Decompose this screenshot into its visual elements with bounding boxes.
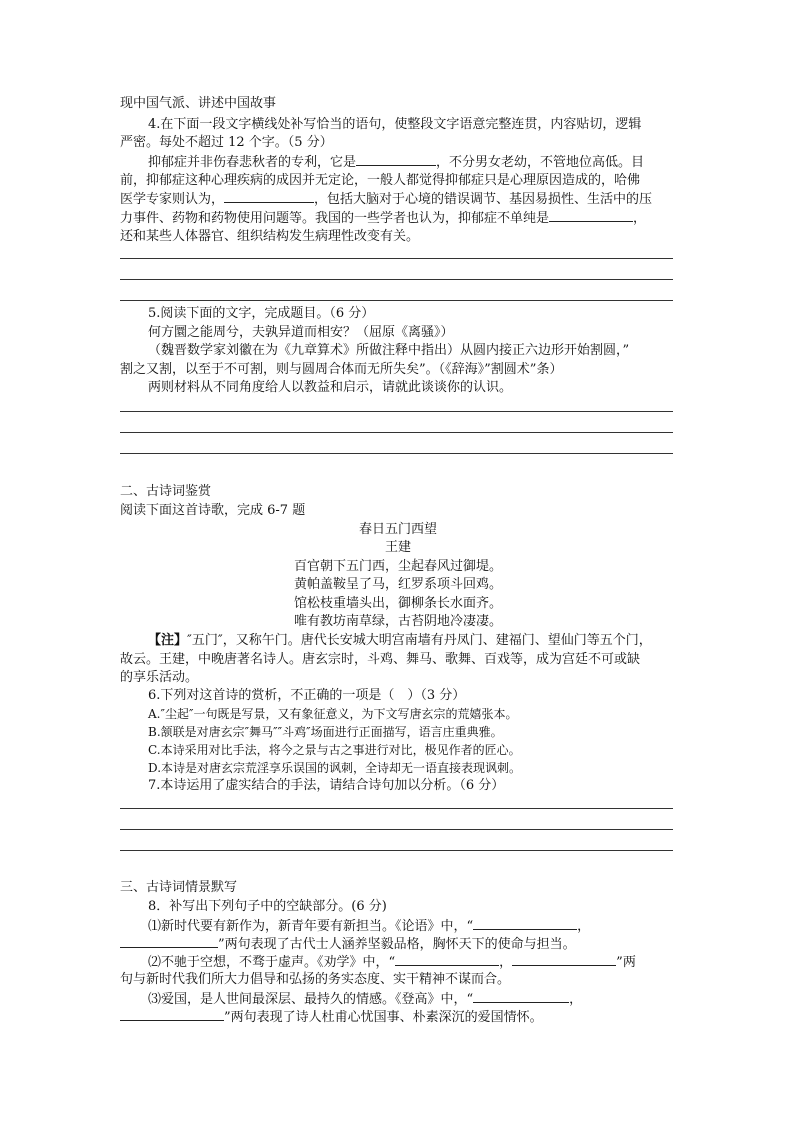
answer-line[interactable] [120, 300, 673, 301]
poem-title: 春日五门西望 [358, 522, 437, 537]
q8-blank-6[interactable] [120, 1008, 224, 1021]
poem-line: 馆松枝重墙头出，御柳条长水面齐。 [293, 596, 502, 611]
q8-item1-line2 [120, 935, 676, 953]
poem-author: 王建 [384, 540, 411, 555]
q4-text: ， [633, 211, 647, 226]
q5-prompt: 5.阅读下面的文字，完成题目。（6 分） [148, 306, 375, 321]
q8-text: ， [577, 919, 591, 934]
q8-blank-3[interactable] [395, 953, 499, 966]
poem-note-line3: 的享乐活动。 [120, 670, 199, 685]
q8-text: ， [499, 955, 513, 970]
q8-item2-line1 [148, 953, 678, 971]
section-2-instruction: 阅读下面这首诗歌，完成 6-7 题 [120, 503, 306, 518]
q6-prompt: 6.下列对这首诗的赏析，不正确的一项是（ ）（3 分） [148, 688, 466, 703]
q4-prompt-line1: 4.在下面一段文字横线处补写恰当的语句，使整段文字语意完整连贯，内容贴切，逻辑 [148, 117, 642, 132]
answer-line[interactable] [120, 279, 673, 280]
answer-line[interactable] [120, 808, 673, 809]
note-label: 【注】 [148, 633, 188, 648]
section-3-heading: 三、古诗词情景默写 [120, 880, 238, 895]
q8-text: ”两句表现了古代士人涵养坚毅品格，胸怀天下的使命与担当。 [218, 937, 576, 952]
q8-text: ⑵不驰于空想，不骛于虚声。《劝学》中，“ [148, 955, 396, 970]
section-2-heading: 二、古诗词鉴赏 [120, 484, 212, 499]
q8-item1-line1 [148, 917, 678, 935]
q5-material-2a: （魏晋数学家刘徽在为《九章算术》所做注释中指出）从圆内接正六边形开始割圆，” [148, 343, 630, 358]
q8-text: ⑴新时代要有新作为，新青年要有新担当。《论语》中，“ [148, 919, 474, 934]
poem-line: 黄帕盖鞍呈了马，红罗系项斗回鸡。 [293, 577, 502, 592]
note-text: ″五门″，又称午门。唐代长安城大明宫南墙有丹凤门、建福门、望仙门等五个门， [187, 633, 652, 648]
q8-text: ⑶爱国，是人世间最深层、最持久的情感。《登高》中，“ [148, 992, 474, 1007]
q4-text: 力事件、药物和药物使用问题等。我国的一些学者也认为，抑郁症不单纯是 [120, 211, 550, 226]
poem-note-line1 [148, 632, 704, 649]
q4-paragraph-line4 [120, 209, 676, 227]
q8-blank-1[interactable] [473, 917, 577, 930]
q5-material-2b: 割之又割，以至于不可割，则与圆周合体而无所失矣”。（《辞海》”割圆术”条） [120, 362, 563, 377]
q4-paragraph-line5: 还和某些人体器官、组织结构发生病理性改变有关。 [120, 229, 420, 244]
q7-prompt: 7.本诗运用了虚实结合的手法，请结合诗句加以分析。（6 分） [148, 778, 505, 793]
q4-prompt-line2: 严密。每处不超过 12 个字。（5 分） [120, 135, 333, 150]
answer-line[interactable] [120, 850, 673, 851]
answer-line[interactable] [120, 829, 673, 830]
q8-blank-4[interactable] [512, 953, 616, 966]
q6-option-a[interactable]: A.″尘起″一句既是写景，又有象征意义，为下文写唐玄宗的荒嬉张本。 [148, 707, 518, 721]
answer-line[interactable] [120, 411, 673, 412]
q8-blank-2[interactable] [120, 935, 218, 948]
poem-line: 百官朝下五门西，尘起春风过御堤。 [293, 559, 502, 574]
poem-note-line2: 故云。王建，中晚唐著名诗人。唐玄宗时，斗鸡、舞马、歌舞、百戏等，成为宫廷不可或缺 [120, 652, 641, 667]
poem-line: 唯有教坊南草绿，古苔阴地冷凄凄。 [293, 614, 502, 629]
q4-text: ，不分男女老幼，不管地位高低。目 [436, 155, 645, 170]
q4-paragraph-line2: 前，抑郁症这种心理疾病的成因并无定论，一般人都觉得抑郁症只是心理原因造成的，哈佛 [120, 173, 641, 188]
q6-option-c[interactable]: C.本诗采用对比手法，将今之景与古之事进行对比，极见作者的匠心。 [148, 743, 521, 757]
q4-blank-1[interactable] [356, 153, 436, 166]
answer-line[interactable] [120, 432, 673, 433]
q8-text: ”两 [616, 955, 636, 970]
q5-ask: 两则材料从不同角度给人以教益和启示，请就此谈谈你的认识。 [148, 380, 513, 395]
q8-item3-line2 [120, 1008, 676, 1026]
answer-line[interactable] [120, 453, 673, 454]
q8-item2-line2: 句与新时代我们所大力倡导和弘扬的务实态度、实干精神不谋而合。 [120, 972, 511, 987]
q4-text: 医学专家则认为， [120, 192, 225, 207]
q6-option-d[interactable]: D.本诗是对唐玄宗荒淫享乐误国的讽刺，全诗却无一语直接表现讽刺。 [148, 761, 522, 775]
answer-line[interactable] [120, 258, 673, 259]
q8-blank-5[interactable] [473, 990, 569, 1003]
q4-paragraph-line1 [148, 153, 704, 171]
q4-blank-3[interactable] [549, 209, 633, 222]
q4-text: ，包括大脑对于心境的错误调节、基因易损性、生活中的压 [314, 192, 653, 207]
q8-item3-line1 [148, 990, 678, 1008]
q4-blank-2[interactable] [224, 190, 314, 203]
q4-text: 抑郁症并非伤春悲秋者的专利，它是 [148, 155, 357, 170]
q5-material-1: 何方圜之能周兮，夫孰异道而相安？（屈原《离骚》） [148, 325, 454, 340]
intro-tail: 现中国气派、讲述中国故事 [120, 96, 277, 111]
q8-text: ， [569, 992, 583, 1007]
q8-text: ”两句表现了诗人杜甫心忧国事、朴素深沉的爱国情怀。 [224, 1010, 543, 1025]
q6-option-b[interactable]: B.颔联是对唐玄宗″舞马″″斗鸡″场面进行正面描写，语言庄重典雅。 [148, 725, 503, 739]
q8-prompt: 8．补写出下列句子中的空缺部分。(6 分) [148, 899, 387, 914]
q4-paragraph-line3 [120, 190, 676, 208]
